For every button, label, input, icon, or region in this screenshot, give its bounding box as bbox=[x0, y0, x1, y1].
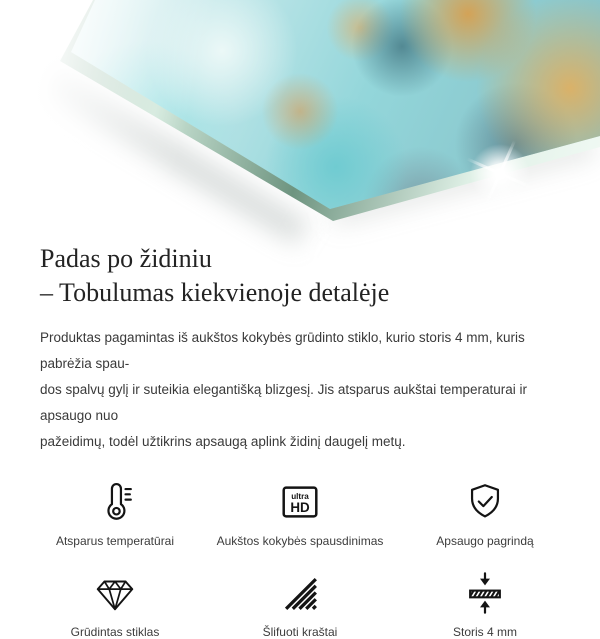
feature-print-quality bbox=[217, 479, 384, 548]
feature-label: Grūdintas stiklas bbox=[70, 625, 160, 639]
ultra-hd-icon-text-bottom: HD bbox=[290, 500, 310, 516]
page-title bbox=[40, 242, 560, 310]
polished-edges-icon bbox=[277, 570, 323, 616]
product-description-text bbox=[40, 325, 567, 455]
feature-temperature bbox=[56, 479, 174, 548]
shield-check-icon bbox=[462, 479, 508, 525]
feature-thickness bbox=[453, 570, 517, 639]
feature-label: Storis 4 mm bbox=[452, 625, 517, 639]
ultra-hd-icon bbox=[277, 479, 323, 525]
feature-label: Apsaugo pagrindą bbox=[436, 534, 534, 548]
feature-label: Šlifuoti kraštai bbox=[262, 625, 338, 639]
feature-label: Atsparus temperatūrai bbox=[55, 534, 175, 548]
description-line: Produktas pagamintas iš aukštos kokybės grūdinto stiklo, kurio storis 4 mm, kuris pabrėžia spau- bbox=[40, 330, 525, 371]
diamond-icon bbox=[92, 570, 138, 616]
feature-protection bbox=[436, 479, 533, 548]
page-title-line2: – Tobulumas kiekvienoje detalėje bbox=[40, 278, 390, 307]
ultra-hd-icon-text-top: ultra bbox=[291, 492, 309, 502]
description-line: dos spalvų gylį ir suteikia elegantišką blizgesį. Jis atsparus aukštai temperaturai ir apsaugo nuo bbox=[40, 382, 527, 423]
feature-polished-edges bbox=[263, 570, 338, 639]
thickness-icon bbox=[462, 570, 508, 616]
thermometer-icon bbox=[92, 479, 138, 525]
product-image bbox=[0, 0, 600, 232]
feature-grid bbox=[40, 479, 560, 639]
feature-label: Aukštos kokybės spausdinimas bbox=[216, 534, 384, 548]
description-line: pažeidimų, todėl užtikrins apsaugą aplink židinį daugelį metų. bbox=[40, 434, 406, 449]
page-title-line1: Padas po židiniu bbox=[40, 244, 212, 273]
feature-tempered-glass bbox=[71, 570, 160, 639]
